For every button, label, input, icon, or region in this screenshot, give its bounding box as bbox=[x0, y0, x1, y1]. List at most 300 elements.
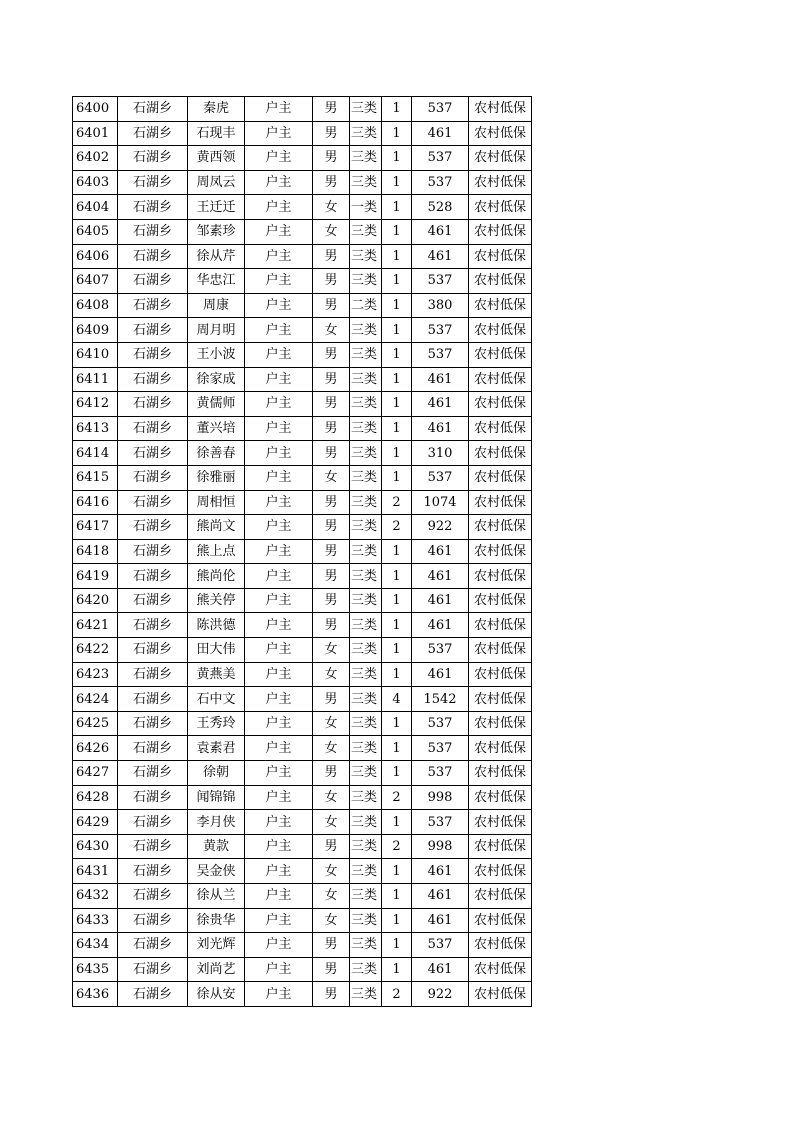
gender-cell: 男 bbox=[313, 515, 350, 540]
role-cell: 户主 bbox=[245, 441, 313, 466]
name-cell: 李月侠 bbox=[188, 810, 245, 835]
table-row bbox=[73, 392, 532, 417]
name-cell: 王迁迁 bbox=[188, 195, 245, 220]
amount-cell: 537 bbox=[412, 761, 469, 786]
amount-cell: 461 bbox=[412, 392, 469, 417]
household-size-cell: 1 bbox=[382, 318, 412, 343]
table-row bbox=[73, 539, 532, 564]
gender-cell: 女 bbox=[313, 859, 350, 884]
category-cell: 三类 bbox=[350, 761, 382, 786]
gender-cell: 男 bbox=[313, 392, 350, 417]
table-row bbox=[73, 834, 532, 859]
table-row bbox=[73, 367, 532, 392]
category-cell: 三类 bbox=[350, 318, 382, 343]
household-size-cell: 2 bbox=[382, 834, 412, 859]
gender-cell: 女 bbox=[313, 908, 350, 933]
name-cell: 徐从芹 bbox=[188, 244, 245, 269]
household-size-cell: 2 bbox=[382, 785, 412, 810]
gender-cell: 男 bbox=[313, 982, 350, 1007]
household-size-cell: 1 bbox=[382, 441, 412, 466]
category-cell: 三类 bbox=[350, 933, 382, 958]
category-cell: 三类 bbox=[350, 269, 382, 294]
household-size-cell: 1 bbox=[382, 97, 412, 122]
gender-cell: 女 bbox=[313, 195, 350, 220]
record-id-cell: 6418 bbox=[73, 539, 118, 564]
household-size-cell: 1 bbox=[382, 736, 412, 761]
table-row bbox=[73, 269, 532, 294]
household-size-cell: 2 bbox=[382, 982, 412, 1007]
gender-cell: 男 bbox=[313, 613, 350, 638]
table-row bbox=[73, 613, 532, 638]
table-row bbox=[73, 687, 532, 712]
township-cell: 石湖乡 bbox=[118, 244, 188, 269]
township-cell: 石湖乡 bbox=[118, 318, 188, 343]
table-row bbox=[73, 293, 532, 318]
record-id-cell: 6428 bbox=[73, 785, 118, 810]
record-id-cell: 6414 bbox=[73, 441, 118, 466]
role-cell: 户主 bbox=[245, 834, 313, 859]
role-cell: 户主 bbox=[245, 416, 313, 441]
amount-cell: 537 bbox=[412, 810, 469, 835]
record-id-cell: 6417 bbox=[73, 515, 118, 540]
assistance-type-cell: 农村低保 bbox=[469, 170, 532, 195]
record-id-cell: 6435 bbox=[73, 957, 118, 982]
table-row bbox=[73, 416, 532, 441]
township-cell: 石湖乡 bbox=[118, 392, 188, 417]
amount-cell: 461 bbox=[412, 416, 469, 441]
household-size-cell: 1 bbox=[382, 810, 412, 835]
name-cell: 周凤云 bbox=[188, 170, 245, 195]
township-cell: 石湖乡 bbox=[118, 490, 188, 515]
assistance-type-cell: 农村低保 bbox=[469, 539, 532, 564]
assistance-type-cell: 农村低保 bbox=[469, 416, 532, 441]
township-cell: 石湖乡 bbox=[118, 957, 188, 982]
category-cell: 三类 bbox=[350, 957, 382, 982]
gender-cell: 男 bbox=[313, 834, 350, 859]
role-cell: 户主 bbox=[245, 908, 313, 933]
category-cell: 三类 bbox=[350, 490, 382, 515]
assistance-type-cell: 农村低保 bbox=[469, 613, 532, 638]
role-cell: 户主 bbox=[245, 146, 313, 171]
assistance-type-cell: 农村低保 bbox=[469, 146, 532, 171]
role-cell: 户主 bbox=[245, 97, 313, 122]
category-cell: 三类 bbox=[350, 613, 382, 638]
assistance-type-cell: 农村低保 bbox=[469, 219, 532, 244]
township-cell: 石湖乡 bbox=[118, 638, 188, 663]
amount-cell: 537 bbox=[412, 269, 469, 294]
category-cell: 三类 bbox=[350, 810, 382, 835]
amount-cell: 1074 bbox=[412, 490, 469, 515]
household-size-cell: 1 bbox=[382, 244, 412, 269]
category-cell: 三类 bbox=[350, 736, 382, 761]
amount-cell: 461 bbox=[412, 613, 469, 638]
township-cell: 石湖乡 bbox=[118, 662, 188, 687]
township-cell: 石湖乡 bbox=[118, 564, 188, 589]
role-cell: 户主 bbox=[245, 810, 313, 835]
amount-cell: 461 bbox=[412, 662, 469, 687]
role-cell: 户主 bbox=[245, 392, 313, 417]
name-cell: 徐从兰 bbox=[188, 884, 245, 909]
gender-cell: 男 bbox=[313, 539, 350, 564]
name-cell: 熊尚文 bbox=[188, 515, 245, 540]
assistance-type-cell: 农村低保 bbox=[469, 564, 532, 589]
amount-cell: 537 bbox=[412, 318, 469, 343]
category-cell: 三类 bbox=[350, 170, 382, 195]
role-cell: 户主 bbox=[245, 121, 313, 146]
assistance-type-cell: 农村低保 bbox=[469, 785, 532, 810]
category-cell: 三类 bbox=[350, 146, 382, 171]
township-cell: 石湖乡 bbox=[118, 195, 188, 220]
township-cell: 石湖乡 bbox=[118, 982, 188, 1007]
table-row bbox=[73, 515, 532, 540]
table-row bbox=[73, 490, 532, 515]
assistance-type-cell: 农村低保 bbox=[469, 834, 532, 859]
record-id-cell: 6436 bbox=[73, 982, 118, 1007]
gender-cell: 女 bbox=[313, 736, 350, 761]
record-id-cell: 6423 bbox=[73, 662, 118, 687]
record-id-cell: 6425 bbox=[73, 711, 118, 736]
assistance-type-cell: 农村低保 bbox=[469, 933, 532, 958]
township-cell: 石湖乡 bbox=[118, 539, 188, 564]
household-size-cell: 1 bbox=[382, 761, 412, 786]
role-cell: 户主 bbox=[245, 293, 313, 318]
household-size-cell: 2 bbox=[382, 515, 412, 540]
household-size-cell: 1 bbox=[382, 121, 412, 146]
role-cell: 户主 bbox=[245, 884, 313, 909]
table-row bbox=[73, 121, 532, 146]
name-cell: 徐从安 bbox=[188, 982, 245, 1007]
township-cell: 石湖乡 bbox=[118, 441, 188, 466]
household-size-cell: 1 bbox=[382, 539, 412, 564]
record-id-cell: 6432 bbox=[73, 884, 118, 909]
amount-cell: 461 bbox=[412, 564, 469, 589]
amount-cell: 528 bbox=[412, 195, 469, 220]
role-cell: 户主 bbox=[245, 638, 313, 663]
amount-cell: 537 bbox=[412, 736, 469, 761]
gender-cell: 男 bbox=[313, 687, 350, 712]
township-cell: 石湖乡 bbox=[118, 342, 188, 367]
table-row bbox=[73, 982, 532, 1007]
township-cell: 石湖乡 bbox=[118, 933, 188, 958]
gender-cell: 男 bbox=[313, 342, 350, 367]
assistance-type-cell: 农村低保 bbox=[469, 736, 532, 761]
gender-cell: 男 bbox=[313, 564, 350, 589]
record-id-cell: 6412 bbox=[73, 392, 118, 417]
assistance-type-cell: 农村低保 bbox=[469, 884, 532, 909]
record-id-cell: 6411 bbox=[73, 367, 118, 392]
gender-cell: 男 bbox=[313, 170, 350, 195]
role-cell: 户主 bbox=[245, 490, 313, 515]
category-cell: 三类 bbox=[350, 859, 382, 884]
township-cell: 石湖乡 bbox=[118, 97, 188, 122]
township-cell: 石湖乡 bbox=[118, 613, 188, 638]
table-row bbox=[73, 933, 532, 958]
household-size-cell: 1 bbox=[382, 588, 412, 613]
gender-cell: 女 bbox=[313, 711, 350, 736]
gender-cell: 女 bbox=[313, 638, 350, 663]
name-cell: 王秀玲 bbox=[188, 711, 245, 736]
role-cell: 户主 bbox=[245, 318, 313, 343]
assistance-type-cell: 农村低保 bbox=[469, 244, 532, 269]
assistance-type-cell: 农村低保 bbox=[469, 465, 532, 490]
township-cell: 石湖乡 bbox=[118, 859, 188, 884]
beneficiary-table bbox=[72, 96, 532, 1007]
name-cell: 黄款 bbox=[188, 834, 245, 859]
role-cell: 户主 bbox=[245, 465, 313, 490]
role-cell: 户主 bbox=[245, 219, 313, 244]
gender-cell: 女 bbox=[313, 318, 350, 343]
category-cell: 三类 bbox=[350, 785, 382, 810]
table-row bbox=[73, 785, 532, 810]
category-cell: 三类 bbox=[350, 687, 382, 712]
record-id-cell: 6421 bbox=[73, 613, 118, 638]
record-id-cell: 6405 bbox=[73, 219, 118, 244]
assistance-type-cell: 农村低保 bbox=[469, 687, 532, 712]
name-cell: 徐善春 bbox=[188, 441, 245, 466]
table-row bbox=[73, 810, 532, 835]
category-cell: 三类 bbox=[350, 367, 382, 392]
gender-cell: 女 bbox=[313, 785, 350, 810]
table-row bbox=[73, 711, 532, 736]
name-cell: 徐雅丽 bbox=[188, 465, 245, 490]
household-size-cell: 1 bbox=[382, 859, 412, 884]
assistance-type-cell: 农村低保 bbox=[469, 515, 532, 540]
gender-cell: 男 bbox=[313, 416, 350, 441]
category-cell: 三类 bbox=[350, 97, 382, 122]
role-cell: 户主 bbox=[245, 736, 313, 761]
assistance-type-cell: 农村低保 bbox=[469, 367, 532, 392]
name-cell: 田大伟 bbox=[188, 638, 245, 663]
household-size-cell: 1 bbox=[382, 957, 412, 982]
township-cell: 石湖乡 bbox=[118, 219, 188, 244]
gender-cell: 女 bbox=[313, 810, 350, 835]
amount-cell: 537 bbox=[412, 933, 469, 958]
table-row bbox=[73, 441, 532, 466]
table-row bbox=[73, 146, 532, 171]
amount-cell: 537 bbox=[412, 146, 469, 171]
amount-cell: 461 bbox=[412, 539, 469, 564]
table-row bbox=[73, 662, 532, 687]
category-cell: 三类 bbox=[350, 392, 382, 417]
household-size-cell: 1 bbox=[382, 908, 412, 933]
township-cell: 石湖乡 bbox=[118, 293, 188, 318]
amount-cell: 998 bbox=[412, 834, 469, 859]
name-cell: 熊关停 bbox=[188, 588, 245, 613]
table-row bbox=[73, 564, 532, 589]
household-size-cell: 1 bbox=[382, 146, 412, 171]
table-row bbox=[73, 736, 532, 761]
record-id-cell: 6422 bbox=[73, 638, 118, 663]
table-row bbox=[73, 884, 532, 909]
record-id-cell: 6403 bbox=[73, 170, 118, 195]
table-row bbox=[73, 908, 532, 933]
amount-cell: 537 bbox=[412, 638, 469, 663]
household-size-cell: 1 bbox=[382, 884, 412, 909]
name-cell: 石现丰 bbox=[188, 121, 245, 146]
category-cell: 二类 bbox=[350, 293, 382, 318]
amount-cell: 922 bbox=[412, 515, 469, 540]
amount-cell: 461 bbox=[412, 219, 469, 244]
township-cell: 石湖乡 bbox=[118, 736, 188, 761]
household-size-cell: 1 bbox=[382, 170, 412, 195]
table-row bbox=[73, 588, 532, 613]
amount-cell: 461 bbox=[412, 588, 469, 613]
gender-cell: 女 bbox=[313, 662, 350, 687]
assistance-type-cell: 农村低保 bbox=[469, 859, 532, 884]
gender-cell: 男 bbox=[313, 97, 350, 122]
amount-cell: 537 bbox=[412, 711, 469, 736]
role-cell: 户主 bbox=[245, 515, 313, 540]
assistance-type-cell: 农村低保 bbox=[469, 982, 532, 1007]
amount-cell: 537 bbox=[412, 97, 469, 122]
township-cell: 石湖乡 bbox=[118, 588, 188, 613]
table-row bbox=[73, 170, 532, 195]
category-cell: 三类 bbox=[350, 515, 382, 540]
amount-cell: 461 bbox=[412, 121, 469, 146]
record-id-cell: 6430 bbox=[73, 834, 118, 859]
household-size-cell: 1 bbox=[382, 638, 412, 663]
assistance-type-cell: 农村低保 bbox=[469, 638, 532, 663]
role-cell: 户主 bbox=[245, 269, 313, 294]
table-row bbox=[73, 465, 532, 490]
township-cell: 石湖乡 bbox=[118, 785, 188, 810]
role-cell: 户主 bbox=[245, 957, 313, 982]
amount-cell: 461 bbox=[412, 244, 469, 269]
name-cell: 周月明 bbox=[188, 318, 245, 343]
name-cell: 徐贵华 bbox=[188, 908, 245, 933]
record-id-cell: 6408 bbox=[73, 293, 118, 318]
gender-cell: 女 bbox=[313, 884, 350, 909]
assistance-type-cell: 农村低保 bbox=[469, 318, 532, 343]
assistance-type-cell: 农村低保 bbox=[469, 121, 532, 146]
gender-cell: 男 bbox=[313, 588, 350, 613]
name-cell: 黄西领 bbox=[188, 146, 245, 171]
record-id-cell: 6419 bbox=[73, 564, 118, 589]
household-size-cell: 1 bbox=[382, 711, 412, 736]
assistance-type-cell: 农村低保 bbox=[469, 810, 532, 835]
name-cell: 闻锦锦 bbox=[188, 785, 245, 810]
household-size-cell: 1 bbox=[382, 465, 412, 490]
category-cell: 三类 bbox=[350, 539, 382, 564]
name-cell: 徐朝 bbox=[188, 761, 245, 786]
role-cell: 户主 bbox=[245, 244, 313, 269]
record-id-cell: 6433 bbox=[73, 908, 118, 933]
table-row bbox=[73, 219, 532, 244]
role-cell: 户主 bbox=[245, 170, 313, 195]
table-row bbox=[73, 342, 532, 367]
assistance-type-cell: 农村低保 bbox=[469, 293, 532, 318]
category-cell: 三类 bbox=[350, 465, 382, 490]
category-cell: 三类 bbox=[350, 834, 382, 859]
table-row bbox=[73, 761, 532, 786]
gender-cell: 男 bbox=[313, 367, 350, 392]
township-cell: 石湖乡 bbox=[118, 711, 188, 736]
table-row bbox=[73, 638, 532, 663]
assistance-type-cell: 农村低保 bbox=[469, 957, 532, 982]
category-cell: 三类 bbox=[350, 638, 382, 663]
role-cell: 户主 bbox=[245, 342, 313, 367]
household-size-cell: 1 bbox=[382, 195, 412, 220]
name-cell: 陈洪德 bbox=[188, 613, 245, 638]
record-id-cell: 6404 bbox=[73, 195, 118, 220]
category-cell: 三类 bbox=[350, 219, 382, 244]
record-id-cell: 6424 bbox=[73, 687, 118, 712]
gender-cell: 男 bbox=[313, 146, 350, 171]
name-cell: 秦虎 bbox=[188, 97, 245, 122]
gender-cell: 男 bbox=[313, 957, 350, 982]
record-id-cell: 6420 bbox=[73, 588, 118, 613]
name-cell: 熊上点 bbox=[188, 539, 245, 564]
gender-cell: 女 bbox=[313, 219, 350, 244]
assistance-type-cell: 农村低保 bbox=[469, 441, 532, 466]
role-cell: 户主 bbox=[245, 367, 313, 392]
assistance-type-cell: 农村低保 bbox=[469, 342, 532, 367]
township-cell: 石湖乡 bbox=[118, 884, 188, 909]
amount-cell: 461 bbox=[412, 884, 469, 909]
category-cell: 三类 bbox=[350, 908, 382, 933]
household-size-cell: 1 bbox=[382, 367, 412, 392]
record-id-cell: 6402 bbox=[73, 146, 118, 171]
gender-cell: 女 bbox=[313, 465, 350, 490]
category-cell: 三类 bbox=[350, 416, 382, 441]
record-id-cell: 6406 bbox=[73, 244, 118, 269]
role-cell: 户主 bbox=[245, 539, 313, 564]
amount-cell: 537 bbox=[412, 170, 469, 195]
assistance-type-cell: 农村低保 bbox=[469, 392, 532, 417]
household-size-cell: 1 bbox=[382, 219, 412, 244]
amount-cell: 1542 bbox=[412, 687, 469, 712]
name-cell: 袁素君 bbox=[188, 736, 245, 761]
gender-cell: 男 bbox=[313, 293, 350, 318]
name-cell: 刘尚艺 bbox=[188, 957, 245, 982]
role-cell: 户主 bbox=[245, 588, 313, 613]
record-id-cell: 6416 bbox=[73, 490, 118, 515]
table-row bbox=[73, 244, 532, 269]
household-size-cell: 2 bbox=[382, 490, 412, 515]
gender-cell: 男 bbox=[313, 121, 350, 146]
name-cell: 周相恒 bbox=[188, 490, 245, 515]
township-cell: 石湖乡 bbox=[118, 416, 188, 441]
household-size-cell: 1 bbox=[382, 342, 412, 367]
township-cell: 石湖乡 bbox=[118, 269, 188, 294]
amount-cell: 310 bbox=[412, 441, 469, 466]
township-cell: 石湖乡 bbox=[118, 908, 188, 933]
township-cell: 石湖乡 bbox=[118, 146, 188, 171]
name-cell: 黄儒师 bbox=[188, 392, 245, 417]
household-size-cell: 1 bbox=[382, 416, 412, 441]
household-size-cell: 1 bbox=[382, 933, 412, 958]
amount-cell: 537 bbox=[412, 342, 469, 367]
name-cell: 刘光辉 bbox=[188, 933, 245, 958]
record-id-cell: 6426 bbox=[73, 736, 118, 761]
assistance-type-cell: 农村低保 bbox=[469, 195, 532, 220]
name-cell: 吴金侠 bbox=[188, 859, 245, 884]
township-cell: 石湖乡 bbox=[118, 810, 188, 835]
role-cell: 户主 bbox=[245, 933, 313, 958]
category-cell: 三类 bbox=[350, 982, 382, 1007]
household-size-cell: 4 bbox=[382, 687, 412, 712]
category-cell: 三类 bbox=[350, 342, 382, 367]
name-cell: 熊尚伦 bbox=[188, 564, 245, 589]
table-body bbox=[73, 97, 532, 1007]
gender-cell: 男 bbox=[313, 761, 350, 786]
category-cell: 三类 bbox=[350, 662, 382, 687]
role-cell: 户主 bbox=[245, 195, 313, 220]
role-cell: 户主 bbox=[245, 859, 313, 884]
assistance-type-cell: 农村低保 bbox=[469, 269, 532, 294]
record-id-cell: 6413 bbox=[73, 416, 118, 441]
record-id-cell: 6429 bbox=[73, 810, 118, 835]
